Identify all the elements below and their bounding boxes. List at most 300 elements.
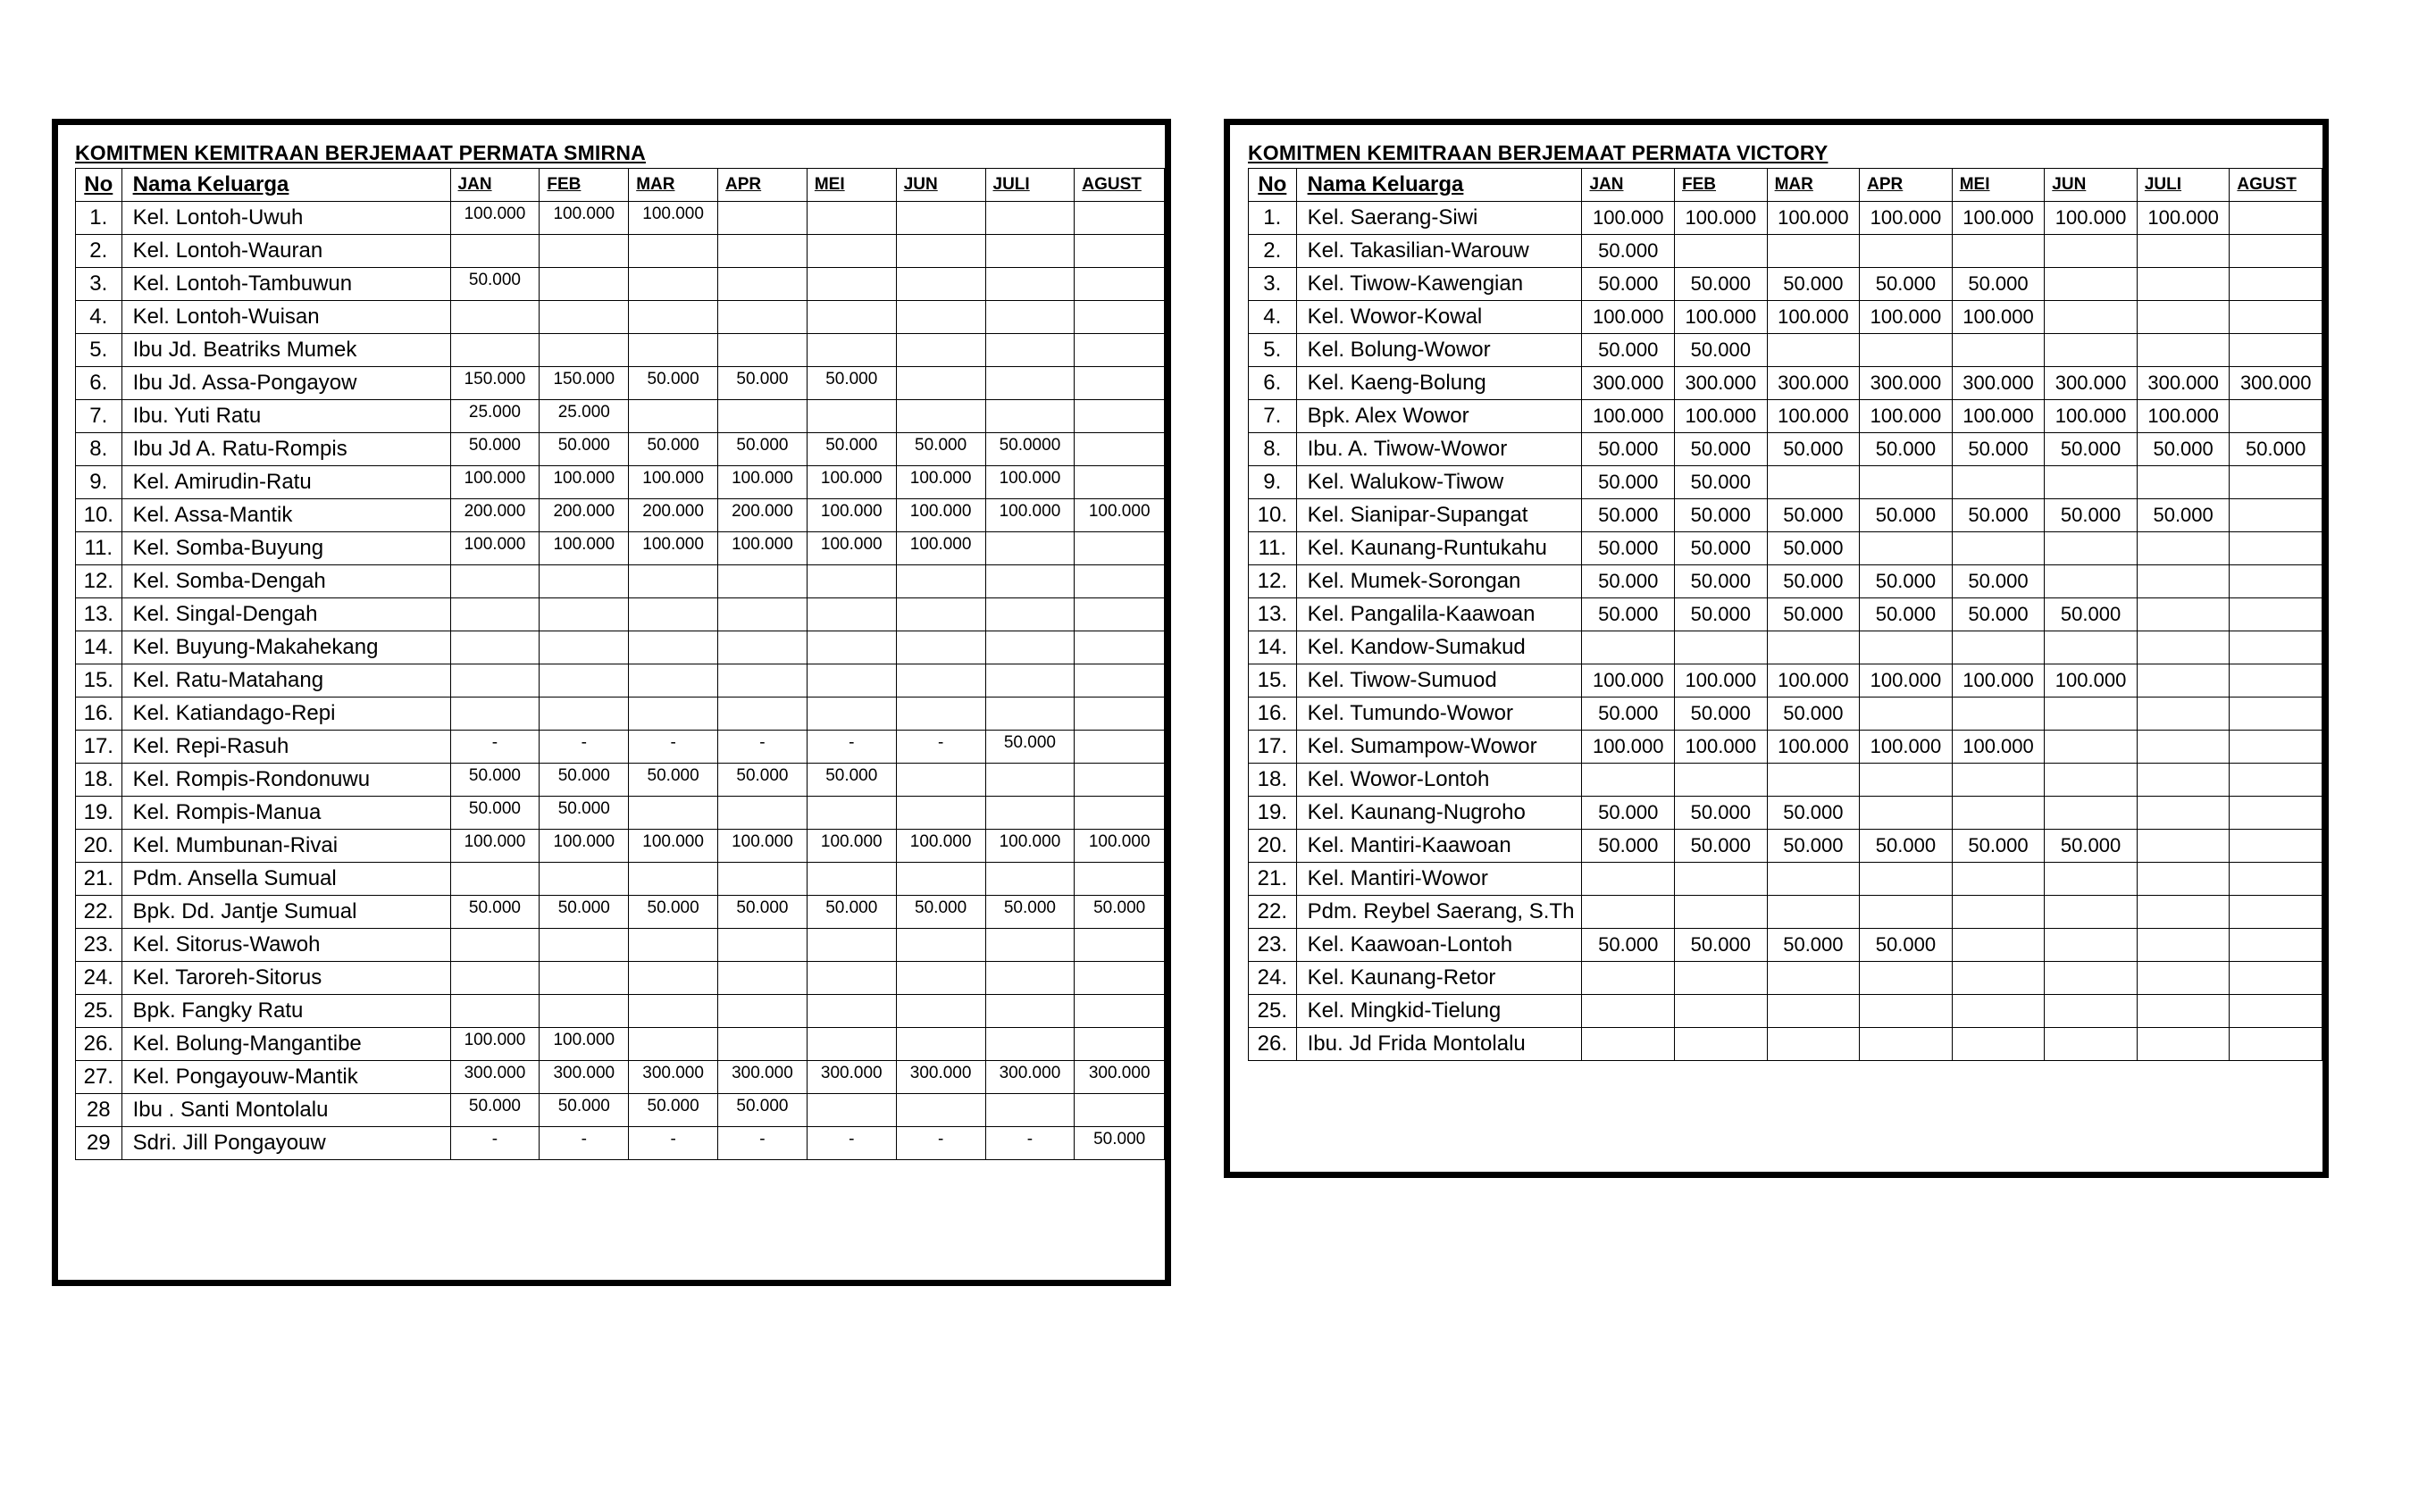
row-number: 20. [1249,830,1297,863]
family-name: Kel. Kaunang-Retor [1296,962,1582,995]
month-value-mei: 100.000 [807,830,896,863]
month-value-juli [2137,532,2230,565]
month-value-jan: 100.000 [1582,301,1675,334]
row-number: 1. [1249,202,1297,235]
column-header-jan: JAN [1582,169,1675,202]
month-value-mei: 50.000 [1952,830,2045,863]
month-value-juli [985,532,1075,565]
month-value-mei: 50.000 [1952,433,2045,466]
month-value-jan [450,664,540,698]
month-value-jun: 100.000 [2045,202,2138,235]
month-value-mei: 100.000 [807,466,896,499]
month-value-jan: 100.000 [1582,202,1675,235]
month-value-juli: - [985,1127,1075,1160]
column-header-juli: JULI [985,169,1075,202]
month-value-jun [2045,301,2138,334]
month-value-feb: 50.000 [540,433,629,466]
month-value-mar [1767,764,1860,797]
month-value-juli [985,962,1075,995]
column-header-mar: MAR [1767,169,1860,202]
table-row [76,995,1165,1028]
month-value-feb: 300.000 [540,1061,629,1094]
month-value-feb: 200.000 [540,499,629,532]
month-value-feb [540,698,629,731]
month-value-feb [540,863,629,896]
month-value-agust [1075,433,1165,466]
month-value-mei [807,962,896,995]
table-row [76,863,1165,896]
row-number: 21. [1249,863,1297,896]
month-value-mei [1952,896,2045,929]
month-value-feb [540,962,629,995]
month-value-agust [2230,797,2322,830]
month-value-jun: 100.000 [896,830,985,863]
month-value-juli [2137,929,2230,962]
month-value-mei [807,334,896,367]
month-value-mei: 100.000 [1952,202,2045,235]
month-value-agust [2230,598,2322,631]
month-value-mei: 50.000 [807,896,896,929]
month-value-mar: 100.000 [629,466,718,499]
month-value-feb [1675,235,1768,268]
month-value-agust [2230,896,2322,929]
table-row [76,631,1165,664]
month-value-apr [718,565,808,598]
month-value-mar: 50.000 [1767,698,1860,731]
family-name: Kel. Tiwow-Sumuod [1296,664,1582,698]
month-value-jun [896,962,985,995]
month-value-mar: 100.000 [1767,400,1860,433]
table-row [1249,235,2322,268]
row-number: 16. [76,698,122,731]
family-name: Ibu. Yuti Ratu [121,400,450,433]
table-row [1249,433,2322,466]
family-name: Kel. Sitorus-Wawoh [121,929,450,962]
month-value-feb: 50.000 [540,797,629,830]
table-row [1249,863,2322,896]
month-value-juli [985,367,1075,400]
month-value-agust [1075,235,1165,268]
row-number: 20. [76,830,122,863]
month-value-feb: 50.000 [1675,499,1768,532]
month-value-feb [540,631,629,664]
month-value-juli: 50.000 [985,731,1075,764]
month-value-apr: 100.000 [718,830,808,863]
month-value-apr: 100.000 [1860,301,1953,334]
month-value-apr: 100.000 [718,532,808,565]
month-value-jun [896,202,985,235]
month-value-jan [450,962,540,995]
family-name: Kel. Kaunang-Runtukahu [1296,532,1582,565]
month-value-agust: 100.000 [1075,499,1165,532]
month-value-jun: 300.000 [896,1061,985,1094]
month-value-jun [2045,268,2138,301]
month-value-jun [2045,995,2138,1028]
month-value-feb: 100.000 [1675,731,1768,764]
table-row [1249,466,2322,499]
family-name: Kel. Lontoh-Wuisan [121,301,450,334]
family-name: Kel. Mumek-Sorongan [1296,565,1582,598]
month-value-jan: 50.000 [1582,797,1675,830]
month-value-jan [450,863,540,896]
month-value-feb: 50.000 [1675,268,1768,301]
table-row [76,202,1165,235]
family-name: Kel. Taroreh-Sitorus [121,962,450,995]
month-value-apr [718,664,808,698]
month-value-mar [629,698,718,731]
month-value-jan: 25.000 [450,400,540,433]
month-value-apr: 100.000 [1860,202,1953,235]
month-value-juli [985,664,1075,698]
month-value-juli [2137,962,2230,995]
month-value-jun: - [896,1127,985,1160]
row-number: 22. [1249,896,1297,929]
family-name: Kel. Rompis-Rondonuwu [121,764,450,797]
month-value-mar: 200.000 [629,499,718,532]
month-value-jun [896,1028,985,1061]
month-value-juli [985,929,1075,962]
row-number: 18. [76,764,122,797]
month-value-jan: 50.000 [450,896,540,929]
month-value-mei: 50.000 [1952,598,2045,631]
family-name: Kel. Kandow-Sumakud [1296,631,1582,664]
table-row [1249,764,2322,797]
table-row [1249,400,2322,433]
month-value-juli [985,202,1075,235]
table-row [76,896,1165,929]
table-row [1249,301,2322,334]
month-value-jan: - [450,731,540,764]
month-value-jun: 50.000 [896,433,985,466]
family-name: Kel. Sianipar-Supangat [1296,499,1582,532]
table-row [76,532,1165,565]
family-name: Kel. Wowor-Kowal [1296,301,1582,334]
month-value-agust: 300.000 [2230,367,2322,400]
month-value-jan: 100.000 [1582,731,1675,764]
row-number: 18. [1249,764,1297,797]
table-row [1249,797,2322,830]
month-value-jun: 50.000 [2045,830,2138,863]
table-row [76,797,1165,830]
month-value-mar [629,565,718,598]
month-value-apr [718,301,808,334]
month-value-jun [896,995,985,1028]
month-value-juli [2137,664,2230,698]
month-value-feb: 100.000 [540,1028,629,1061]
month-value-agust [2230,631,2322,664]
month-value-feb: 100.000 [540,532,629,565]
month-value-apr [718,929,808,962]
month-value-agust [2230,268,2322,301]
month-value-apr: 50.000 [1860,433,1953,466]
month-value-mar: 50.000 [1767,268,1860,301]
row-number: 25. [1249,995,1297,1028]
table-row [76,235,1165,268]
row-number: 26. [76,1028,122,1061]
month-value-apr [1860,962,1953,995]
family-name: Kel. Pangalila-Kaawoan [1296,598,1582,631]
row-number: 12. [1249,565,1297,598]
table-row [76,1028,1165,1061]
column-header-mei: MEI [807,169,896,202]
month-value-agust [2230,499,2322,532]
month-value-jan [450,698,540,731]
month-value-agust [1075,631,1165,664]
month-value-mar: 50.000 [1767,532,1860,565]
month-value-mei: 100.000 [1952,301,2045,334]
smirna-table [75,168,1165,1160]
family-name: Ibu . Santi Montolalu [121,1094,450,1127]
month-value-juli [985,400,1075,433]
month-value-jan: 50.000 [450,797,540,830]
row-number: 19. [1249,797,1297,830]
month-value-juli [2137,797,2230,830]
row-number: 6. [76,367,122,400]
month-value-agust [2230,532,2322,565]
month-value-feb: 50.000 [1675,433,1768,466]
table-row [1249,962,2322,995]
month-value-apr: 50.000 [718,764,808,797]
month-value-jan [450,598,540,631]
month-value-jan: 100.000 [1582,664,1675,698]
month-value-jun [2045,797,2138,830]
month-value-jun [2045,731,2138,764]
month-value-jan: 100.000 [1582,400,1675,433]
month-value-jun [896,929,985,962]
month-value-jan [450,301,540,334]
row-number: 4. [76,301,122,334]
month-value-agust [1075,863,1165,896]
month-value-apr: 50.000 [1860,499,1953,532]
month-value-mar [629,664,718,698]
family-name: Kel. Bolung-Wowor [1296,334,1582,367]
month-value-juli: 50.000 [2137,499,2230,532]
month-value-mei: - [807,1127,896,1160]
table-row [76,367,1165,400]
month-value-apr [1860,334,1953,367]
month-value-juli [985,764,1075,797]
column-header-no: No [76,169,122,202]
column-header-feb: FEB [1675,169,1768,202]
month-value-feb: 100.000 [540,466,629,499]
month-value-jan [450,631,540,664]
month-value-mar [1767,995,1860,1028]
month-value-juli [985,598,1075,631]
month-value-mar [629,962,718,995]
row-number: 8. [76,433,122,466]
month-value-mar [1767,863,1860,896]
row-number: 24. [1249,962,1297,995]
month-value-jun: 50.000 [2045,499,2138,532]
table-row [1249,995,2322,1028]
family-name: Kel. Lontoh-Wauran [121,235,450,268]
month-value-mar [1767,1028,1860,1061]
month-value-feb: 100.000 [1675,301,1768,334]
table-row [76,664,1165,698]
month-value-jan: 100.000 [450,202,540,235]
family-name: Bpk. Alex Wowor [1296,400,1582,433]
table-row [76,565,1165,598]
month-value-apr [718,400,808,433]
row-number: 21. [76,863,122,896]
month-value-jan: 100.000 [450,466,540,499]
month-value-mar [1767,962,1860,995]
month-value-mar: 50.000 [1767,830,1860,863]
family-name: Ibu Jd. Assa-Pongayow [121,367,450,400]
family-name: Kel. Ratu-Matahang [121,664,450,698]
month-value-agust [1075,268,1165,301]
month-value-feb: 100.000 [540,830,629,863]
month-value-apr [718,268,808,301]
month-value-mei [1952,764,2045,797]
month-value-agust [2230,466,2322,499]
month-value-mei [807,863,896,896]
table-row [76,466,1165,499]
row-number: 22. [76,896,122,929]
victory-table [1248,168,2322,1061]
month-value-feb: 50.000 [1675,598,1768,631]
month-value-mar: 50.000 [629,896,718,929]
month-value-feb: 50.000 [1675,532,1768,565]
month-value-mar: 50.000 [1767,598,1860,631]
month-value-mei [1952,863,2045,896]
month-value-mar [629,301,718,334]
month-value-mei [807,929,896,962]
month-value-juli [985,797,1075,830]
month-value-mar: - [629,1127,718,1160]
month-value-juli [985,863,1075,896]
month-value-jun [896,367,985,400]
month-value-apr [1860,896,1953,929]
month-value-jan: 50.000 [1582,268,1675,301]
month-value-mei [807,698,896,731]
row-number: 17. [1249,731,1297,764]
month-value-mar: 50.000 [1767,929,1860,962]
row-number: 5. [1249,334,1297,367]
family-name: Kel. Sumampow-Wowor [1296,731,1582,764]
victory-title: KOMITMEN KEMITRAAN BERJEMAAT PERMATA VICTORY [1248,141,1829,164]
month-value-jan [1582,995,1675,1028]
month-value-mei [1952,631,2045,664]
month-value-mar: 50.000 [629,367,718,400]
month-value-agust: 50.000 [1075,1127,1165,1160]
row-number: 27. [76,1061,122,1094]
month-value-apr: 100.000 [1860,400,1953,433]
month-value-feb [1675,631,1768,664]
family-name: Kel. Lontoh-Uwuh [121,202,450,235]
month-value-jun: 100.000 [2045,664,2138,698]
month-value-mar [629,995,718,1028]
month-value-jun [896,301,985,334]
smirna-title: KOMITMEN KEMITRAAN BERJEMAAT PERMATA SMIRNA [75,141,646,164]
month-value-agust [1075,764,1165,797]
row-number: 16. [1249,698,1297,731]
month-value-agust [2230,565,2322,598]
month-value-feb: 50.000 [1675,466,1768,499]
table-row [76,334,1165,367]
table-row [1249,664,2322,698]
month-value-mei: 300.000 [807,1061,896,1094]
month-value-juli [2137,995,2230,1028]
month-value-jun [2045,1028,2138,1061]
month-value-mei [1952,995,2045,1028]
month-value-apr [1860,631,1953,664]
month-value-apr [1860,764,1953,797]
month-value-jun [896,400,985,433]
month-value-agust [1075,202,1165,235]
family-name: Kel. Somba-Dengah [121,565,450,598]
row-number: 26. [1249,1028,1297,1061]
month-value-feb [540,995,629,1028]
table-row [76,301,1165,334]
family-name: Kel. Kaawoan-Lontoh [1296,929,1582,962]
month-value-mei: 100.000 [807,532,896,565]
month-value-juli [2137,235,2230,268]
month-value-mar [629,334,718,367]
month-value-apr [1860,1028,1953,1061]
month-value-juli [985,268,1075,301]
family-name: Kel. Pongayouw-Mantik [121,1061,450,1094]
row-number: 23. [76,929,122,962]
month-value-jan [1582,631,1675,664]
month-value-jan: 50.000 [1582,499,1675,532]
month-value-apr: - [718,731,808,764]
month-value-mei: 50.000 [807,764,896,797]
month-value-apr [718,962,808,995]
month-value-apr [1860,863,1953,896]
month-value-feb [1675,1028,1768,1061]
month-value-juli [985,698,1075,731]
month-value-juli [2137,466,2230,499]
month-value-apr: 50.000 [718,896,808,929]
month-value-mar [629,797,718,830]
row-number: 12. [76,565,122,598]
month-value-jan: 100.000 [450,1028,540,1061]
row-number: 15. [1249,664,1297,698]
month-value-jun [896,565,985,598]
month-value-mei [807,664,896,698]
row-number: 15. [76,664,122,698]
month-value-agust [2230,1028,2322,1061]
family-name: Kel. Rompis-Manua [121,797,450,830]
column-header-mei: MEI [1952,169,2045,202]
month-value-feb [1675,995,1768,1028]
family-name: Kel. Bolung-Mangantibe [121,1028,450,1061]
month-value-mei [807,565,896,598]
month-value-juli [985,301,1075,334]
month-value-apr: 100.000 [718,466,808,499]
family-name: Pdm. Ansella Sumual [121,863,450,896]
month-value-mei: 100.000 [807,499,896,532]
month-value-agust [1075,664,1165,698]
month-value-jan: 200.000 [450,499,540,532]
table-row [76,400,1165,433]
family-name: Bpk. Dd. Jantje Sumual [121,896,450,929]
month-value-feb: 50.000 [1675,334,1768,367]
month-value-apr: 50.000 [718,1094,808,1127]
month-value-mei [1952,962,2045,995]
month-value-juli [2137,1028,2230,1061]
month-value-jan: 50.000 [1582,929,1675,962]
month-value-mar: 300.000 [629,1061,718,1094]
month-value-mei [807,301,896,334]
family-name: Kel. Repi-Rasuh [121,731,450,764]
month-value-juli [985,1028,1075,1061]
column-header-no: No [1249,169,1297,202]
month-value-juli [2137,565,2230,598]
family-name: Kel. Walukow-Tiwow [1296,466,1582,499]
month-value-apr: - [718,1127,808,1160]
